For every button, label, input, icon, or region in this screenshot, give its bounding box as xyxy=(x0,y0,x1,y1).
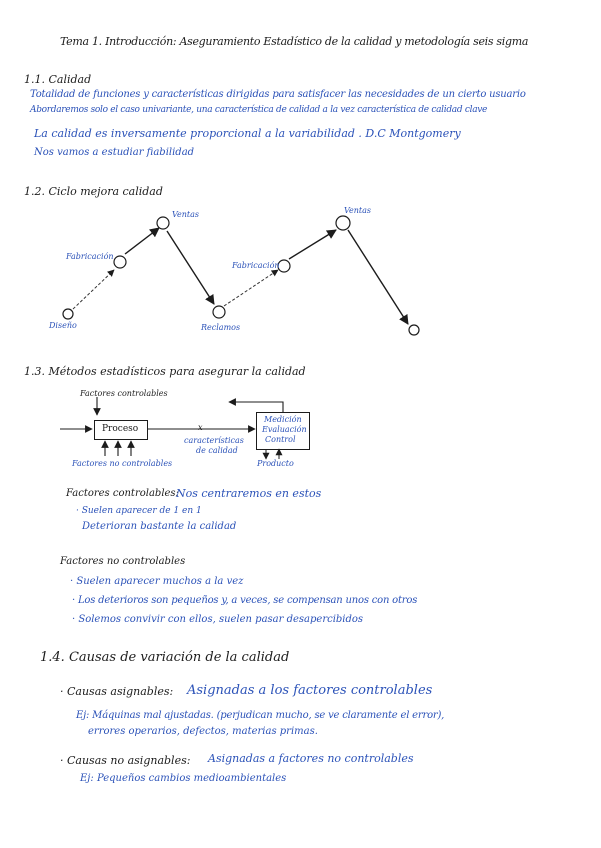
cycle-arrow-6 xyxy=(348,230,408,324)
node-end xyxy=(409,325,419,335)
no-controlables-bullet-2: · Los deterioros son pequeños y, a veces, se compensan unos con otros xyxy=(72,595,418,606)
no-controlables-label: Factores no controlables xyxy=(60,556,186,567)
s11-line-3: La calidad es inversamente proporcional a la variabilidad . D.C Montgomery xyxy=(34,127,461,140)
asignables-label: · Causas asignables: xyxy=(60,685,174,698)
medicion-label-3: Control xyxy=(265,435,296,444)
medicion-label-1: Medición xyxy=(264,415,302,424)
s11-line-1: Totalidad de funciones y características dirigidas para satisfacer las necesidades de un cierto usuario xyxy=(30,89,526,100)
node-ventas-2 xyxy=(336,216,350,230)
node-reclamos xyxy=(213,306,225,318)
no-asignables-desc: Asignadas a factores no controlables xyxy=(208,752,414,765)
label-reclamos: Reclamos xyxy=(201,323,241,332)
cycle-arrow-3 xyxy=(167,231,214,304)
label-ventas-2: Ventas xyxy=(344,206,372,215)
controlables-desc: Nos centraremos en estos xyxy=(176,487,322,500)
no-asignables-label: · Causas no asignables: xyxy=(60,754,191,767)
label-factores-controlables: Factores controlables xyxy=(80,389,168,398)
proceso-label: Proceso xyxy=(102,424,139,434)
cycle-arrow-4 xyxy=(224,270,278,306)
section-1-2-heading: 1.2. Ciclo mejora calidad xyxy=(24,185,163,198)
node-ventas-1 xyxy=(157,217,169,229)
label-producto: Producto xyxy=(257,459,294,468)
s11-line-4: Nos vamos a estudiar fiabilidad xyxy=(34,147,195,158)
label-x-mark: x xyxy=(198,423,203,432)
proceso-box xyxy=(94,420,148,440)
section-1-3-heading: 1.3. Métodos estadísticos para asegurar la calidad xyxy=(24,365,306,378)
node-fabricacion-1 xyxy=(114,256,126,268)
no-controlables-bullet-3: · Solemos convivir con ellos, suelen pasar desapercibidos xyxy=(72,614,364,625)
cycle-arrow-2 xyxy=(125,228,159,254)
asignables-desc: Asignadas a los factores controlables xyxy=(187,683,433,698)
label-caracteristicas-1: características xyxy=(184,436,244,445)
controlables-label: Factores controlables: xyxy=(66,488,179,499)
label-factores-no-controlables: Factores no controlables xyxy=(72,459,173,468)
no-asignables-example-1: Ej: Pequeños cambios medioambientales xyxy=(80,773,287,784)
label-caracteristicas-2: de calidad xyxy=(196,446,238,455)
label-diseno: Diseño xyxy=(49,321,77,330)
section-1-4-heading: 1.4. Causas de variación de la calidad xyxy=(40,650,290,665)
cycle-arrow-5 xyxy=(289,230,336,259)
asignables-example-2: errores operarios, defectos, materias primas. xyxy=(88,726,318,737)
section-1-1-heading: 1.1. Calidad xyxy=(24,73,92,86)
asignables-example-1: Ej: Máquinas mal ajustadas. (perjudican mucho, se ve claramente el error), xyxy=(76,710,445,721)
controlables-bullet-2: Deterioran bastante la calidad xyxy=(82,521,237,532)
page-title: Tema 1. Introducción: Aseguramiento Estadístico de la calidad y metodología seis sigma xyxy=(60,35,529,48)
quality-cycle-diagram xyxy=(63,216,419,335)
no-controlables-bullet-1: · Suelen aparecer muchos a la vez xyxy=(70,576,244,587)
label-fabricacion-1: Fabricación xyxy=(66,252,114,261)
controlables-bullet-1: · Suelen aparecer de 1 en 1 xyxy=(76,506,202,516)
feedback-arrow xyxy=(229,402,283,412)
cycle-arrow-1 xyxy=(73,270,114,309)
s11-line-2: Abordaremos solo el caso univariante, una característica de calidad a la vez característica de calidad clave xyxy=(30,105,488,115)
label-fabricacion-2: Fabricación xyxy=(232,261,280,270)
medicion-box xyxy=(256,412,310,450)
node-diseno xyxy=(63,309,73,319)
medicion-label-2: Evaluación xyxy=(262,425,307,434)
label-ventas-1: Ventas xyxy=(172,210,200,219)
